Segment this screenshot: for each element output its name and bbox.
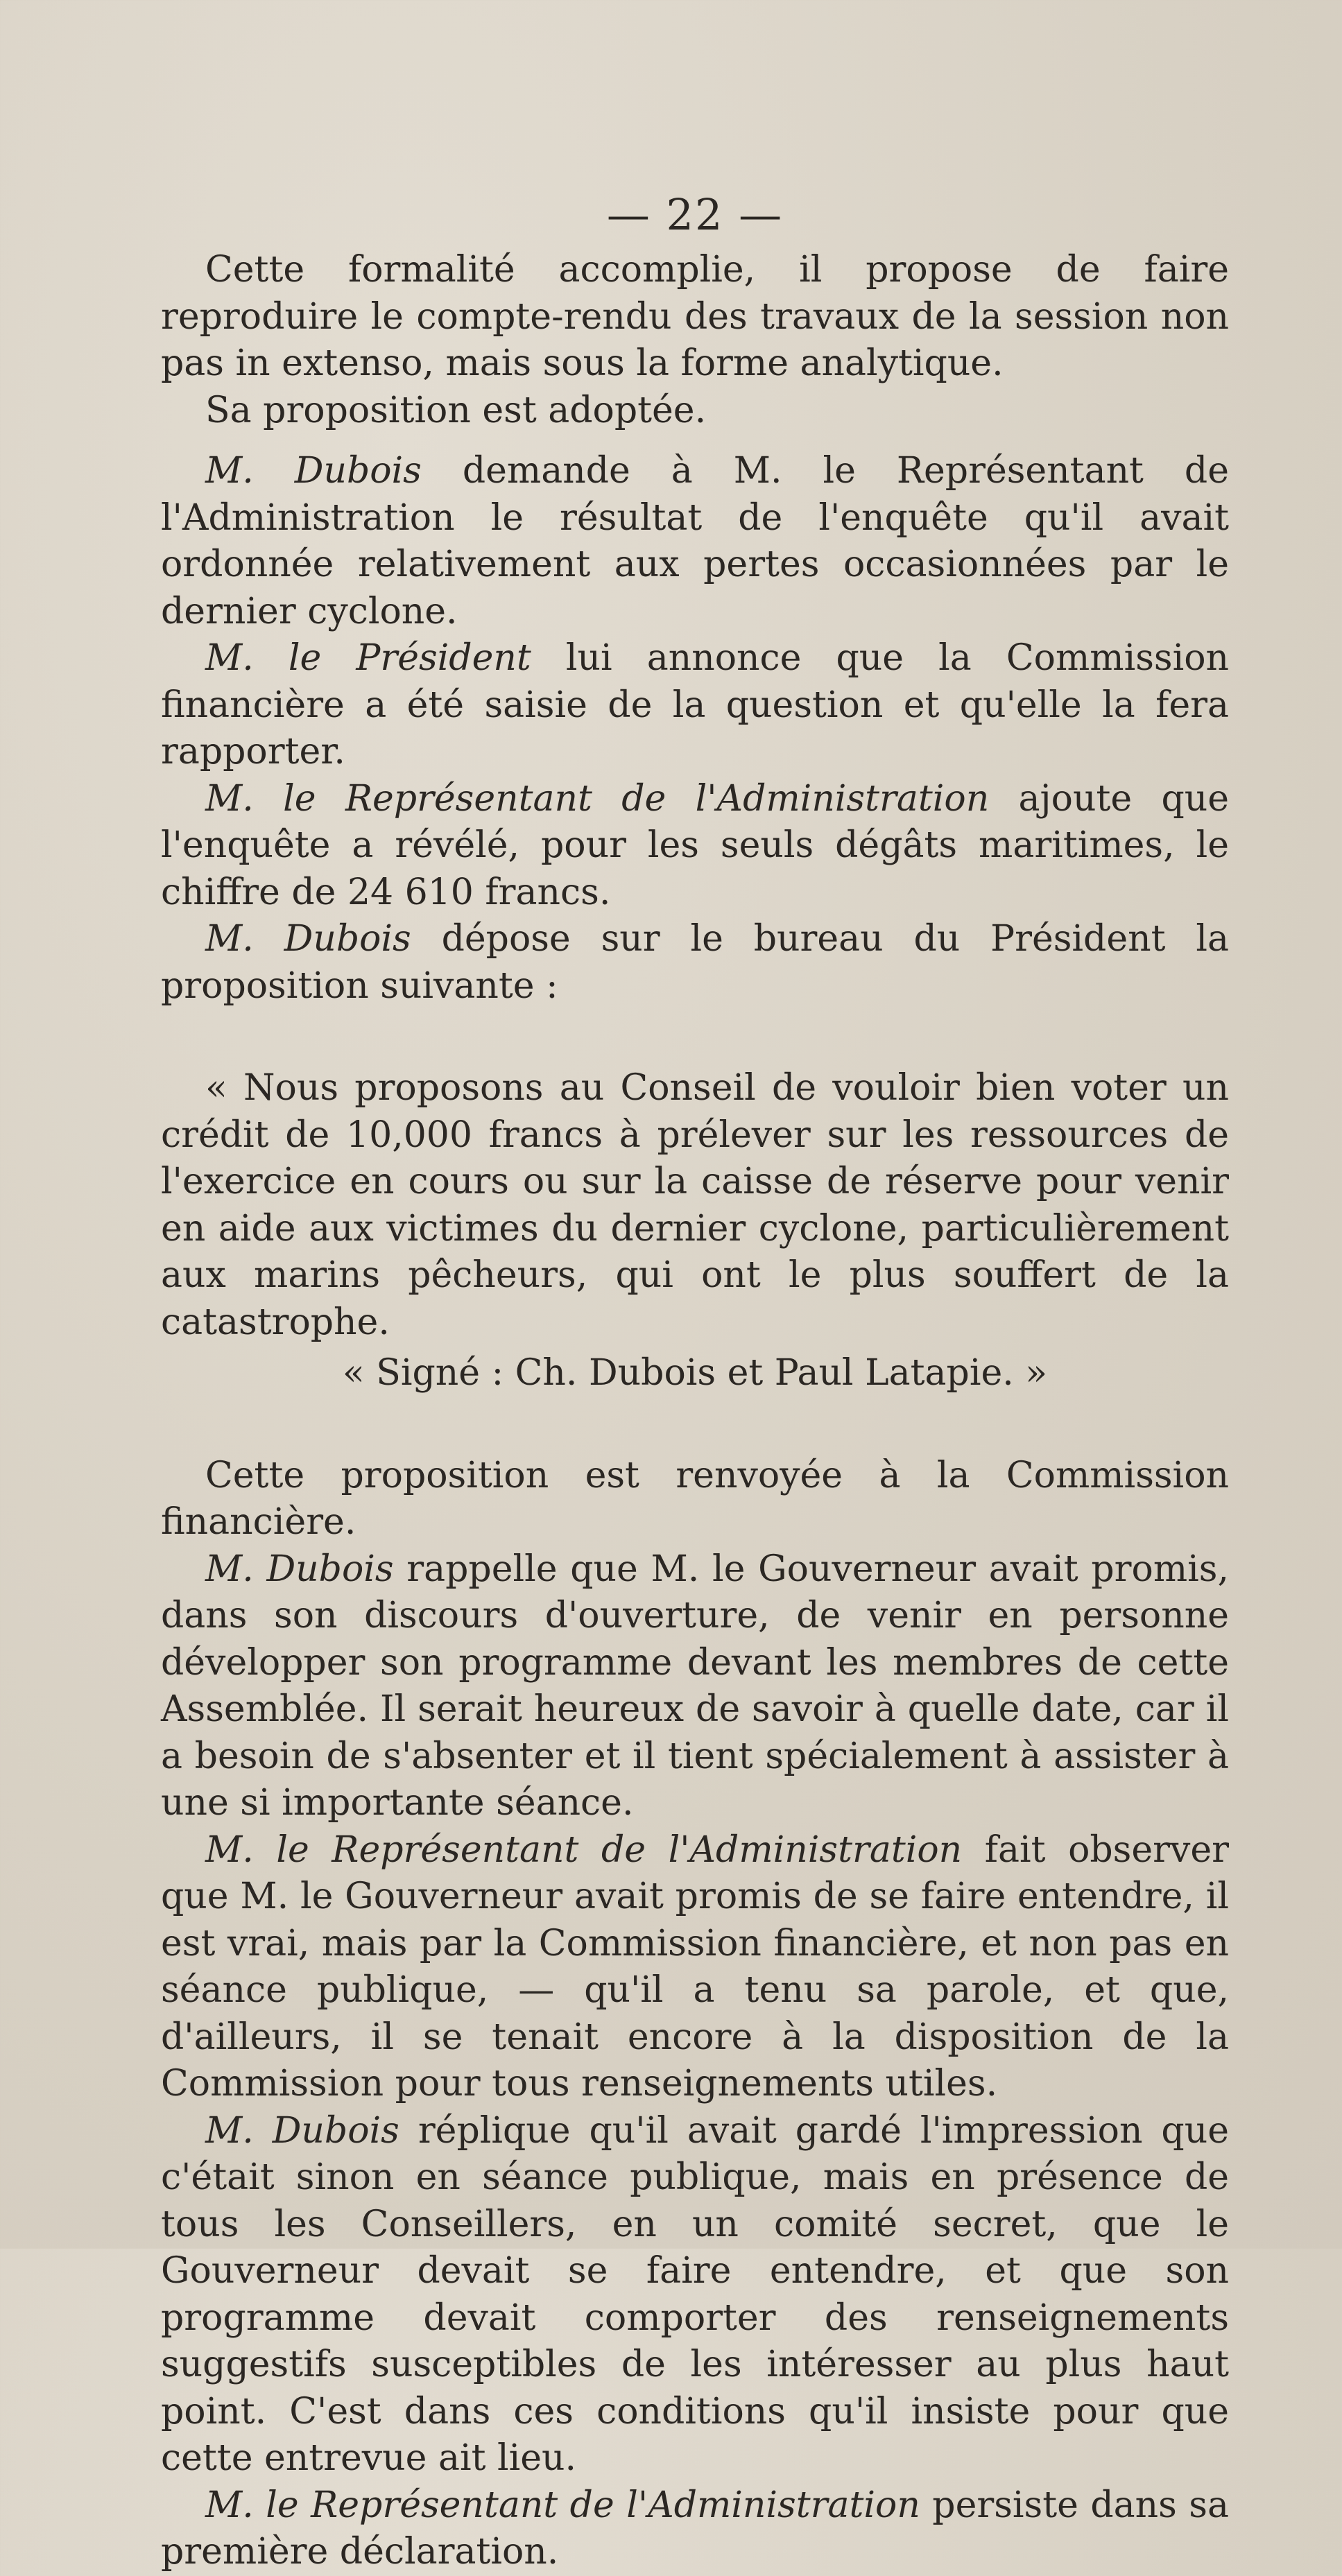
paragraph-renvoyee: Cette proposition est renvoyée à la Commission financière. xyxy=(161,1454,1229,1543)
paragraph-dubois-enquete xyxy=(161,448,1229,635)
paragraph-text: dépose sur le bureau du Président la proposition suivante : xyxy=(161,918,1229,1007)
speaker-name: M. le Représentant de l'Administration xyxy=(205,1829,963,1871)
quoted-proposition: « Nous proposons au Conseil de vouloir bien voter un crédit de 10,000 francs à prélever sur les ressources de l'exercice en cours ou sur la caisse de réserve pour venir en aide aux victimes du dernier cyclone, particulièrement aux marins pêcheurs, qui ont le plus souffert de la catastrophe. xyxy=(161,1067,1229,1343)
speaker-name: M. Dubois xyxy=(205,918,411,960)
paragraph-representant-ajoute xyxy=(161,776,1229,917)
paragraph-text: ajoute que l'enquête a révélé, pour les seuls dégâts maritimes, le chiffre de 24 610 francs. xyxy=(161,777,1229,913)
speaker-name: M. Dubois xyxy=(205,2109,399,2152)
paragraph-text: réplique qu'il avait gardé l'impression que c'était sinon en séance publique, mais en présence de tous les Conseillers, en un comité secret, que le Gouverneur devait se faire entendre, et que son programme devait comporter des renseignements suggestifs susceptibles de les intéresser au plus haut point. C'est dans ces conditions qu'il insiste pour que cette entrevue ait lieu. xyxy=(161,2109,1229,2479)
paragraph-dubois-rappelle xyxy=(161,1546,1229,1827)
paragraph-text: lui annonce que la Commission financière a été saisie de la question et qu'elle la fera rapporter. xyxy=(161,637,1229,772)
signature-line: « Signé : Ch. Dubois et Paul Latapie. » xyxy=(342,1352,1048,1394)
speaker-name: M. Dubois xyxy=(205,450,422,492)
paragraph-representant-observe xyxy=(161,1827,1229,2108)
paragraph-adoptee: Sa proposition est adoptée. xyxy=(205,389,707,431)
document-page xyxy=(161,187,1229,2576)
paragraph-president-annonce xyxy=(161,635,1229,776)
paragraph-text: demande à M. le Représentant de l'Administration le résultat de l'enquête qu'il avait ordonnée relativement aux pertes occasionnées par le dernier cyclone. xyxy=(161,450,1229,632)
page-number: — 22 — xyxy=(606,189,784,240)
paragraph-dubois-replique xyxy=(161,2108,1229,2482)
paragraph-text: rappelle que M. le Gouverneur avait promis, dans son discours d'ouverture, de venir en personne développer son programme devant les membres de cette Assemblée. Il serait heureux de savoir à quelle date, car il a besoin de s'absenter et il tient spécialement à assister à une si importante séance. xyxy=(161,1548,1229,1824)
speaker-name: M. le Président xyxy=(205,637,531,679)
paragraph-representant-persiste xyxy=(161,2482,1229,2576)
speaker-name: M. le Représentant de l'Administration xyxy=(205,2484,920,2526)
speaker-name: M. Dubois xyxy=(205,1548,394,1590)
paragraph-dubois-depose xyxy=(161,916,1229,1010)
paragraph-text: fait observer que M. le Gouverneur avait promis de se faire entendre, il est vrai, mais par la Commission financière, et non pas en séance publique, — qu'il a tenu sa parole, et que, d'ailleurs, il se tenait encore à la disposition de la Commission pour tous renseignements utiles. xyxy=(161,1829,1229,2104)
paragraph-formalite: Cette formalité accomplie, il propose de faire reproduire le compte-rendu des travaux de la session non pas in extenso, mais sous la forme analytique. xyxy=(161,249,1229,384)
speaker-name: M. le Représentant de l'Administration xyxy=(205,777,990,820)
paragraph-text: persiste dans sa première déclaration. xyxy=(161,2484,1229,2573)
